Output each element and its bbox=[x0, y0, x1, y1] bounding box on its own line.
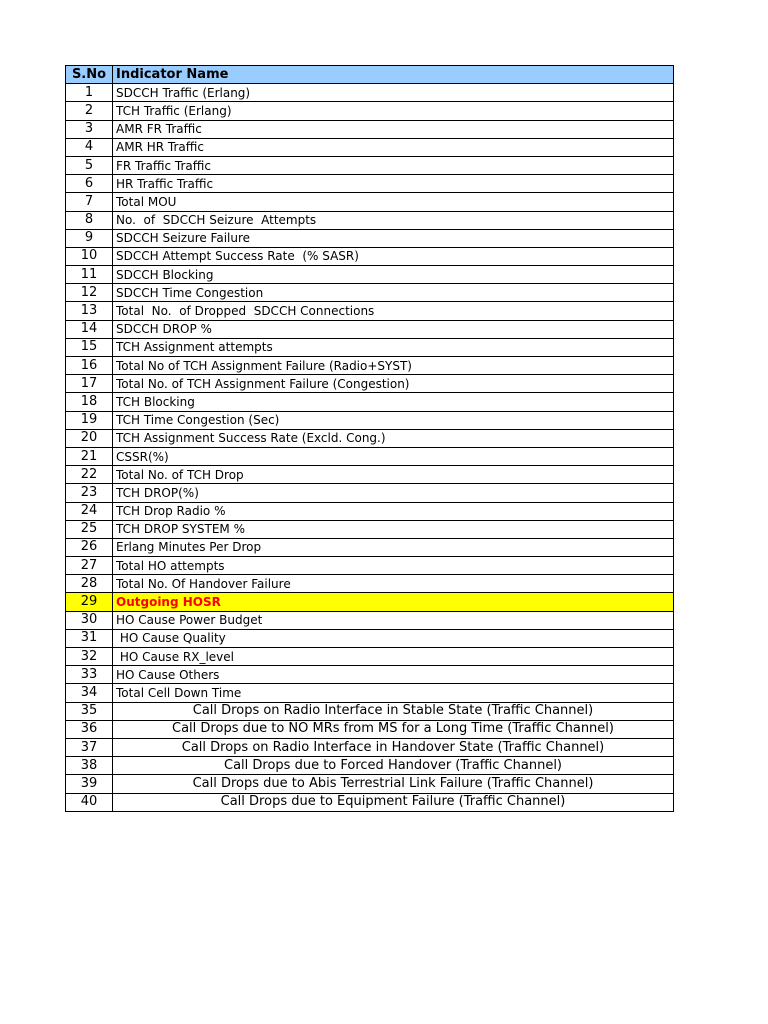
row-indicator-name: No. of SDCCH Seizure Attempts bbox=[113, 211, 674, 229]
row-indicator-name: TCH Drop Radio % bbox=[113, 502, 674, 520]
row-indicator-name: Total No. of Dropped SDCCH Connections bbox=[113, 302, 674, 320]
row-indicator-name: TCH Blocking bbox=[113, 393, 674, 411]
table-row bbox=[66, 247, 674, 265]
row-sno: 36 bbox=[66, 720, 113, 738]
table-row bbox=[66, 102, 674, 120]
table-row bbox=[66, 466, 674, 484]
row-indicator-name: Outgoing HOSR bbox=[113, 593, 674, 611]
table-row bbox=[66, 575, 674, 593]
row-indicator-name: SDCCH Blocking bbox=[113, 266, 674, 284]
row-indicator-name: SDCCH Seizure Failure bbox=[113, 229, 674, 247]
table-row bbox=[66, 757, 674, 775]
row-indicator-name: Total No. of TCH Assignment Failure (Congestion) bbox=[113, 375, 674, 393]
row-sno: 12 bbox=[66, 284, 113, 302]
row-sno: 4 bbox=[66, 138, 113, 156]
row-sno: 31 bbox=[66, 629, 113, 647]
row-indicator-name: CSSR(%) bbox=[113, 447, 674, 465]
row-sno: 35 bbox=[66, 702, 113, 720]
row-indicator-name: HO Cause Power Budget bbox=[113, 611, 674, 629]
table-row bbox=[66, 338, 674, 356]
row-sno: 10 bbox=[66, 247, 113, 265]
table-row bbox=[66, 156, 674, 174]
table-row bbox=[66, 593, 674, 611]
table-row bbox=[66, 211, 674, 229]
row-sno: 26 bbox=[66, 538, 113, 556]
row-indicator-name: HO Cause Others bbox=[113, 666, 674, 684]
table-row bbox=[66, 648, 674, 666]
row-sno: 6 bbox=[66, 175, 113, 193]
table-row bbox=[66, 538, 674, 556]
row-indicator-name: TCH Assignment attempts bbox=[113, 338, 674, 356]
row-sno: 32 bbox=[66, 648, 113, 666]
table-row bbox=[66, 84, 674, 102]
row-indicator-name: HO Cause RX_level bbox=[113, 648, 674, 666]
row-indicator-name: TCH Traffic (Erlang) bbox=[113, 102, 674, 120]
table-row bbox=[66, 357, 674, 375]
row-indicator-name: Call Drops due to NO MRs from MS for a Long Time (Traffic Channel) bbox=[113, 720, 674, 738]
row-indicator-name: SDCCH Attempt Success Rate (% SASR) bbox=[113, 247, 674, 265]
table-row bbox=[66, 793, 674, 811]
row-sno: 19 bbox=[66, 411, 113, 429]
table-row bbox=[66, 193, 674, 211]
row-sno: 20 bbox=[66, 429, 113, 447]
row-indicator-name: Call Drops due to Forced Handover (Traffic Channel) bbox=[113, 757, 674, 775]
row-sno: 39 bbox=[66, 775, 113, 793]
row-sno: 18 bbox=[66, 393, 113, 411]
table-row bbox=[66, 611, 674, 629]
row-sno: 29 bbox=[66, 593, 113, 611]
row-sno: 8 bbox=[66, 211, 113, 229]
row-indicator-name: Call Drops due to Equipment Failure (Traffic Channel) bbox=[113, 793, 674, 811]
row-indicator-name: Total MOU bbox=[113, 193, 674, 211]
table-row bbox=[66, 520, 674, 538]
table-row bbox=[66, 666, 674, 684]
table-row bbox=[66, 175, 674, 193]
row-sno: 23 bbox=[66, 484, 113, 502]
row-indicator-name: AMR FR Traffic bbox=[113, 120, 674, 138]
table-row bbox=[66, 484, 674, 502]
row-indicator-name: Total HO attempts bbox=[113, 557, 674, 575]
row-sno: 28 bbox=[66, 575, 113, 593]
row-sno: 25 bbox=[66, 520, 113, 538]
table-row bbox=[66, 320, 674, 338]
table-row bbox=[66, 393, 674, 411]
row-indicator-name: HO Cause Quality bbox=[113, 629, 674, 647]
table-row bbox=[66, 284, 674, 302]
row-sno: 24 bbox=[66, 502, 113, 520]
row-indicator-name: TCH Time Congestion (Sec) bbox=[113, 411, 674, 429]
row-indicator-name: SDCCH DROP % bbox=[113, 320, 674, 338]
table-row bbox=[66, 684, 674, 702]
row-sno: 3 bbox=[66, 120, 113, 138]
indicator-table bbox=[65, 65, 674, 812]
row-sno: 17 bbox=[66, 375, 113, 393]
row-indicator-name: Total No. Of Handover Failure bbox=[113, 575, 674, 593]
row-sno: 5 bbox=[66, 156, 113, 174]
table-row bbox=[66, 429, 674, 447]
row-sno: 11 bbox=[66, 266, 113, 284]
header-indicator-name: Indicator Name bbox=[113, 66, 674, 84]
row-sno: 38 bbox=[66, 757, 113, 775]
table-row bbox=[66, 375, 674, 393]
row-indicator-name: TCH DROP SYSTEM % bbox=[113, 520, 674, 538]
row-sno: 7 bbox=[66, 193, 113, 211]
table-row bbox=[66, 302, 674, 320]
row-indicator-name: Total No. of TCH Drop bbox=[113, 466, 674, 484]
header-sno: S.No bbox=[66, 66, 113, 84]
row-sno: 21 bbox=[66, 447, 113, 465]
table-row bbox=[66, 502, 674, 520]
row-sno: 37 bbox=[66, 738, 113, 756]
row-sno: 16 bbox=[66, 357, 113, 375]
row-sno: 13 bbox=[66, 302, 113, 320]
row-sno: 33 bbox=[66, 666, 113, 684]
table-row bbox=[66, 702, 674, 720]
row-sno: 9 bbox=[66, 229, 113, 247]
row-indicator-name: TCH DROP(%) bbox=[113, 484, 674, 502]
table-row bbox=[66, 120, 674, 138]
table-row bbox=[66, 557, 674, 575]
table-row bbox=[66, 411, 674, 429]
row-indicator-name: TCH Assignment Success Rate (Excld. Cong.) bbox=[113, 429, 674, 447]
row-sno: 34 bbox=[66, 684, 113, 702]
row-indicator-name: SDCCH Time Congestion bbox=[113, 284, 674, 302]
row-indicator-name: FR Traffic Traffic bbox=[113, 156, 674, 174]
row-indicator-name: Total Cell Down Time bbox=[113, 684, 674, 702]
row-indicator-name: HR Traffic Traffic bbox=[113, 175, 674, 193]
row-sno: 40 bbox=[66, 793, 113, 811]
table-header-row bbox=[66, 66, 674, 84]
row-indicator-name: Call Drops on Radio Interface in Handover State (Traffic Channel) bbox=[113, 738, 674, 756]
table-row bbox=[66, 720, 674, 738]
table-row bbox=[66, 266, 674, 284]
table-row bbox=[66, 738, 674, 756]
row-sno: 2 bbox=[66, 102, 113, 120]
row-sno: 22 bbox=[66, 466, 113, 484]
row-sno: 27 bbox=[66, 557, 113, 575]
row-sno: 30 bbox=[66, 611, 113, 629]
row-sno: 14 bbox=[66, 320, 113, 338]
row-indicator-name: Call Drops due to Abis Terrestrial Link Failure (Traffic Channel) bbox=[113, 775, 674, 793]
row-sno: 1 bbox=[66, 84, 113, 102]
table-row bbox=[66, 138, 674, 156]
table-row bbox=[66, 447, 674, 465]
row-indicator-name: Call Drops on Radio Interface in Stable State (Traffic Channel) bbox=[113, 702, 674, 720]
row-indicator-name: Total No of TCH Assignment Failure (Radio+SYST) bbox=[113, 357, 674, 375]
table-row bbox=[66, 775, 674, 793]
table-row bbox=[66, 229, 674, 247]
row-sno: 15 bbox=[66, 338, 113, 356]
row-indicator-name: SDCCH Traffic (Erlang) bbox=[113, 84, 674, 102]
table-row bbox=[66, 629, 674, 647]
row-indicator-name: Erlang Minutes Per Drop bbox=[113, 538, 674, 556]
row-indicator-name: AMR HR Traffic bbox=[113, 138, 674, 156]
